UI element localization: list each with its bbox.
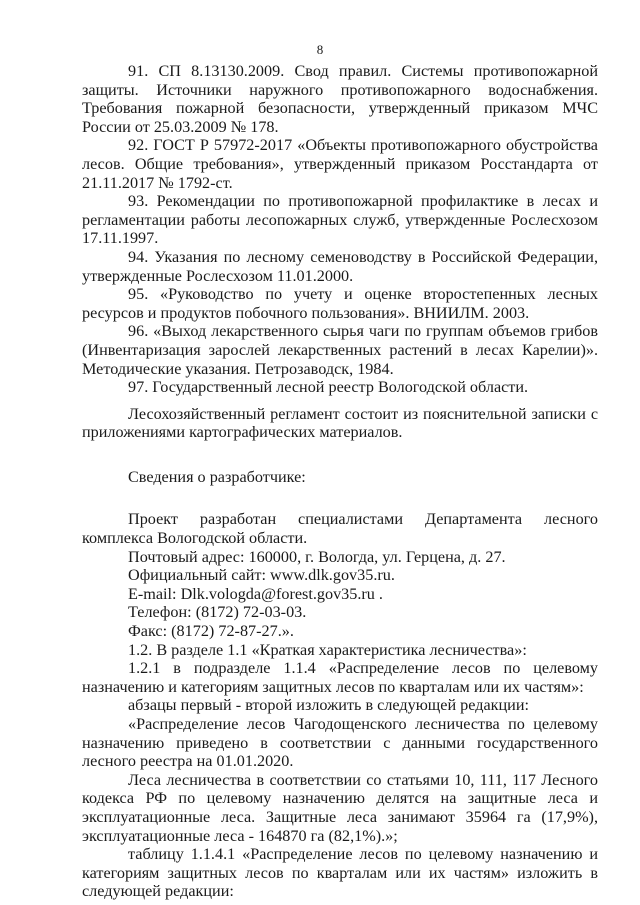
amendment-section: 1.2. В разделе 1.1 «Краткая характеристика лесничества»:	[128, 640, 527, 659]
regulation-note: Лесохозяйственный регламент состоит из пояснительной записки с приложениями картографических материалов.	[82, 404, 598, 442]
document-body	[82, 62, 598, 901]
list-item-96	[82, 322, 598, 378]
list-item-97	[82, 378, 598, 397]
amendment-paragraphs: абзацы первый - второй изложить в следующей редакции:	[128, 696, 530, 715]
developer-address: Почтовый адрес: 160000, г. Вологда, ул. Герцена, д. 27.	[128, 547, 506, 566]
developer-fax: Факс: (8172) 72-87-27.».	[128, 622, 294, 641]
item-number: 91.	[128, 62, 149, 80]
item-text: СП 8.13130.2009. Свод правил. Системы противопожарной защиты. Источники наружного противопожарного водоснабжения. Требования пожарной безопасности, утвержденный приказом МЧС России от 25.03.2009 № 178.	[82, 62, 599, 136]
amendment-table-note: таблицу 1.1.4.1 «Распределение лесов по целевому назначению и категориям защитных лесов по кварталам или их частям» изложить в следующей редакции:	[82, 845, 598, 901]
item-number: 94.	[128, 247, 149, 266]
developer-website: Официальный сайт: www.dlk.gov35.ru.	[128, 566, 395, 585]
item-number: 93.	[128, 192, 149, 211]
amendment-quote-2: Леса лесничества в соответствии со статьями 10, 111, 117 Лесного кодекса РФ по целевому назначению делятся на защитные леса и эксплуатационные леса. Защитные леса занимают 35964 га (17,9%), эксплуатационные леса - 164870 га (82,1%).»;	[82, 770, 598, 845]
list-item-95	[82, 285, 598, 322]
developer-email: E-mail: Dlk.vologda@forest.gov35.ru .	[128, 584, 383, 603]
developer-project: Проект разработан специалистами Департамента лесного комплекса Вологодской области.	[82, 510, 598, 548]
item-text: «Руководство по учету и оценке второстепенных лесных ресурсов и продуктов побочного пользования». ВНИИЛМ. 2003.	[82, 285, 598, 322]
item-number: 92.	[128, 136, 149, 155]
developer-phone: Телефон: (8172) 72-03-03.	[128, 603, 307, 622]
amendment-subsection: 1.2.1 в подразделе 1.1.4 «Распределение лесов по целевому назначению и категориям защитных лесов по кварталам или их частям»:	[82, 659, 598, 696]
list-item-91	[82, 62, 598, 136]
item-number: 97.	[128, 378, 149, 397]
item-text: ГОСТ Р 57972-2017 «Объекты противопожарного обустройства лесов. Общие требования», утвержденный приказом Росстандарта от 21.11.2017 № 1792-ст.	[82, 136, 598, 192]
item-text: Указания по лесному семеноводству в Российской Федерации, утвержденные Рослесхозом 11.01.2000.	[82, 247, 599, 285]
item-text: «Выход лекарственного сырья чаги по группам объемов грибов (Инвентаризация зарослей лекарственных растений в лесах Карелии)». Методические указания. Петрозаводск, 1984.	[82, 322, 599, 378]
item-text: Рекомендации по противопожарной профилактике в лесах и регламентации работы лесопожарных служб, утвержденные Рослесхозом 17.11.1997.	[82, 192, 599, 248]
list-item-92	[82, 136, 598, 192]
developer-heading: Сведения о разработчике:	[128, 467, 306, 486]
item-number: 96.	[128, 322, 149, 341]
page-number: 8	[316, 42, 324, 57]
list-item-94	[82, 248, 598, 285]
item-number: 95.	[128, 285, 149, 304]
amendment-quote-1: «Распределение лесов Чагодощенского лесничества по целевому назначению приведено в соответствии с данными государственного лесного реестра на 01.01.2020.	[82, 715, 598, 771]
list-item-93	[82, 192, 598, 248]
item-text: Государственный лесной реестр Вологодской области.	[152, 378, 529, 397]
